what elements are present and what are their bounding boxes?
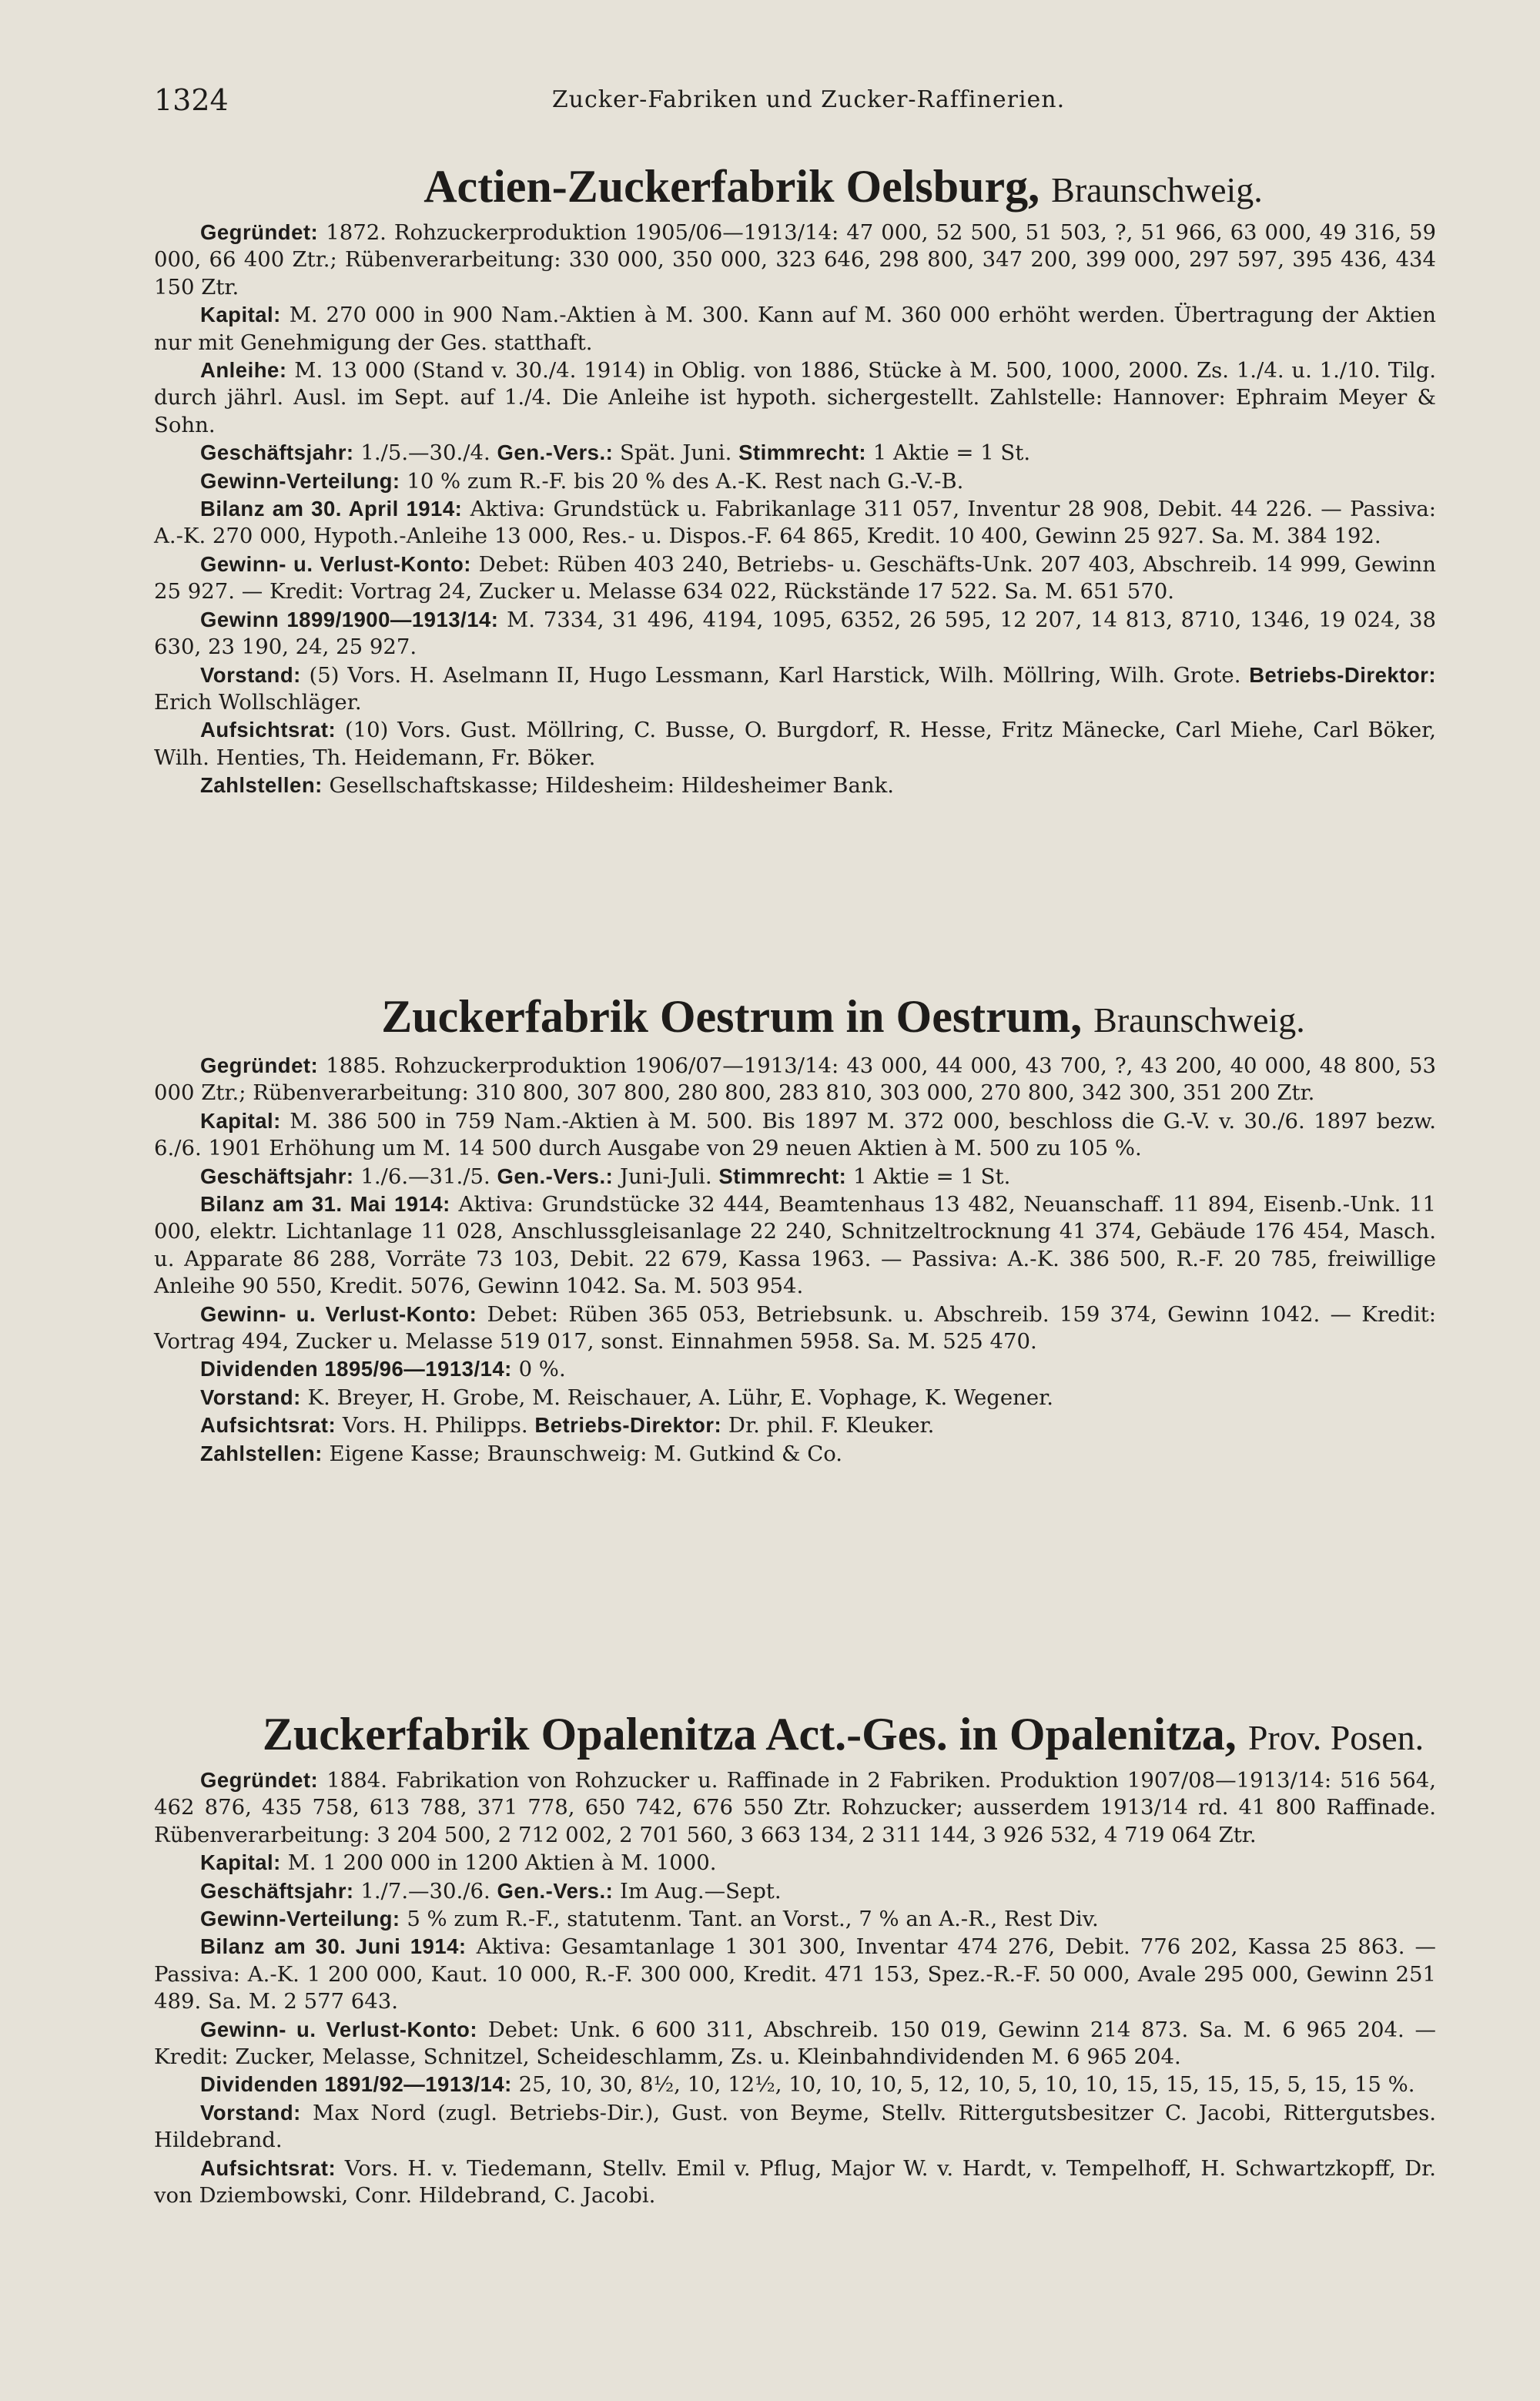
field-label: Dividenden 1891/92—1913/14:	[200, 2072, 512, 2097]
company-name: Zuckerfabrik Oestrum in Oestrum,	[381, 991, 1083, 1042]
field-text: Debet: Unk. 6 600 311, Abschreib. 150 019, Gewinn 214 873. Sa. M. 6 965 204. — Kredit: Zucker, Melasse, Schnitzel, Scheideschlamm, Zs. u. Kleinbahndividenden M. 6 965 204.	[154, 2017, 1436, 2070]
field-text: Aktiva: Grundstück u. Fabrikanlage 311 057, Inventur 28 908, Debit. 44 226. — Passiva: A.-K. 270 000, Hypoth.-Anleihe 13 000, Res.- u. Dispos.-F. 64 865, Kredit. 10 400, Gewinn 25 927. Sa. M. 384 192.	[154, 497, 1436, 549]
field-label: Stimmrecht:	[738, 440, 867, 465]
field-label: Gegründet:	[200, 220, 319, 244]
field-label: Betriebs-Direktor:	[534, 1413, 722, 1438]
page-number: 1324	[154, 83, 229, 117]
field-text: 5 % zum R.-F., statutenm. Tant. an Vorst., 7 % an A.-R., Rest Div.	[400, 1907, 1099, 1932]
field-text: Aktiva: Gesamtanlage 1 301 300, Inventar 474 276, Debit. 776 202, Kassa 25 863. — Passiva: A.-K. 1 200 000, Kaut. 10 000, R.-F. 300 000, Kredit. 471 153, Spez.-R.-F. 50 000, Avale 295 000, Gewinn 251 489. Sa. M. 2 577 643.	[154, 1934, 1436, 2014]
field-label: Gegründet:	[200, 1768, 319, 1792]
paragraph-profit-distribution	[154, 467, 1436, 495]
field-text: Vors. H. v. Tiedemann, Stellv. Emil v. Pflug, Major W. v. Hardt, v. Tempelhoff, H. Schwartzkopff, Dr. von Dziembowski, Conr. Hildebrand, C. Jacobi.	[154, 2155, 1436, 2208]
paragraph-dividends	[154, 1355, 1436, 1383]
field-text: 1872. Rohzuckerproduktion 1905/06—1913/14: 47 000, 52 500, 51 503, ?, 51 966, 63 000, 49 316, 59 000, 66 400 Ztr.; Rübenverarbeitung: 330 000, 350 000, 323 646, 298 800, 347 200, 399 000, 297 597, 395 436, 434 150 Ztr.	[154, 220, 1436, 300]
field-label: Gen.-Vers.:	[497, 1878, 614, 1903]
field-text: Spät. Juni.	[613, 440, 739, 466]
field-label: Zahlstellen:	[200, 1441, 323, 1465]
company-location: Braunschweig.	[1093, 1000, 1305, 1040]
paragraph-fiscal-year	[154, 1163, 1436, 1190]
field-label: Dividenden 1895/96—1913/14:	[200, 1357, 512, 1381]
paragraph-balance	[154, 495, 1436, 551]
field-text: Juni-Juli.	[613, 1164, 719, 1189]
field-label: Gewinn-Verteilung:	[200, 1907, 400, 1931]
field-text: Eigene Kasse; Braunschweig: M. Gutkind & Co.	[322, 1441, 843, 1466]
field-label: Gewinn- u. Verlust-Konto:	[200, 551, 471, 576]
paragraph-capital	[154, 301, 1436, 357]
field-label: Gegründet:	[200, 1053, 319, 1077]
paragraph-board	[154, 1384, 1436, 1411]
paragraph-capital	[154, 1849, 1436, 1877]
paragraph-founded	[154, 219, 1436, 301]
paragraph-profit-loss	[154, 1301, 1436, 1356]
field-label: Aufsichtsrat:	[200, 1413, 336, 1438]
paragraph-supervisory-board	[154, 1411, 1436, 1439]
field-text: Max Nord (zugl. Betriebs-Dir.), Gust. von Beyme, Stellv. Rittergutsbesitzer C. Jacobi, Rittergutsbes. Hildebrand.	[154, 2100, 1436, 2153]
field-label: Kapital:	[200, 303, 281, 327]
running-title: Zucker-Fabriken und Zucker-Raffinerien.	[551, 86, 1066, 113]
company-entry	[154, 1052, 1436, 1468]
field-text: 1884. Fabrikation von Rohzucker u. Raffinade in 2 Fabriken. Produktion 1907/08—1913/14: 516 564, 462 876, 435 758, 613 788, 371 778, 650 742, 676 550 Ztr. Rohzucker; ausserdem 1913/14 rd. 41 800 Raffinade. Rübenverarbeitung: 3 204 500, 2 712 002, 2 701 560, 3 663 134, 2 311 144, 3 926 532, 4 719 064 Ztr.	[154, 1768, 1436, 1847]
paragraph-founded	[154, 1052, 1436, 1107]
field-label: Bilanz am 30. April 1914:	[200, 497, 463, 521]
field-label: Gen.-Vers.:	[497, 1164, 614, 1188]
field-text: K. Breyer, H. Grobe, M. Reischauer, A. Lühr, E. Vophage, K. Wegener.	[300, 1385, 1053, 1410]
field-label: Vorstand:	[200, 2100, 301, 2125]
field-text: M. 13 000 (Stand v. 30./4. 1914) in Oblig. von 1886, Stücke à M. 500, 1000, 2000. Zs. 1./4. u. 1./10. Tilg. durch jährl. Ausl. im Sept. auf 1./4. Die Anleihe ist hypoth. sichergestellt. Zahlstelle: Hannover: Ephraim Meyer & Sohn.	[154, 358, 1436, 437]
company-location: Braunschweig.	[1051, 170, 1263, 209]
field-text: 25, 10, 30, 8½, 10, 12½, 10, 10, 10, 5, 12, 10, 5, 10, 10, 15, 15, 15, 15, 5, 15, 15 %.	[511, 2072, 1415, 2098]
paragraph-balance	[154, 1190, 1436, 1301]
field-label: Aufsichtsrat:	[200, 718, 336, 742]
field-text: 1 Aktie = 1 St.	[846, 1164, 1011, 1189]
field-label: Bilanz am 31. Mai 1914:	[200, 1192, 450, 1217]
field-text: (5) Vors. H. Aselmann II, Hugo Lessmann, Karl Harstick, Wilh. Möllring, Wilh. Grote.	[300, 662, 1250, 688]
field-text: (10) Vors. Gust. Möllring, C. Busse, O. Burgdorf, R. Hesse, Fritz Mänecke, Carl Miehe, Carl Böker, Wilh. Henties, Th. Heidemann, Fr. Böker.	[154, 718, 1436, 770]
paragraph-loan	[154, 357, 1436, 439]
company-title	[154, 1709, 1532, 1760]
field-label: Gewinn 1899/1900—1913/14:	[200, 607, 499, 631]
field-text: Aktiva: Grundstücke 32 444, Beamtenhaus 13 482, Neuanschaff. 11 894, Eisenb.-Unk. 11 000, elektr. Lichtanlage 11 028, Anschlussgleisanlage 22 240, Schnitzeltrocknung 41 374, Gebäude 176 454, Masch. u. Apparate 86 288, Vorräte 73 103, Debit. 22 679, Kassa 1963. — Passiva: A.-K. 386 500, R.-F. 20 785, freiwillige Anleihe 90 550, Kredit. 5076, Gewinn 1042. Sa. M. 503 954.	[154, 1192, 1437, 1299]
company-name: Zuckerfabrik Opalenitza Act.-Ges. in Opalenitza,	[262, 1709, 1237, 1760]
paragraph-founded	[154, 1766, 1436, 1849]
field-text: 1./7.—30./6.	[353, 1878, 497, 1904]
field-label: Zahlstellen:	[200, 773, 323, 798]
page-header	[154, 83, 1463, 129]
field-label: Geschäftsjahr:	[200, 440, 354, 465]
field-text: Dr. phil. F. Kleuker.	[721, 1413, 935, 1438]
paragraph-profit-loss	[154, 2016, 1436, 2071]
company-entry	[154, 1766, 1436, 2210]
paragraph-supervisory-board	[154, 2155, 1436, 2210]
field-label: Gewinn-Verteilung:	[200, 468, 400, 493]
field-text: Im Aug.—Sept.	[613, 1878, 782, 1904]
field-label: Geschäftsjahr:	[200, 1164, 354, 1188]
field-label: Geschäftsjahr:	[200, 1878, 354, 1903]
field-label: Gewinn- u. Verlust-Konto:	[200, 1301, 477, 1326]
paragraph-board	[154, 661, 1436, 717]
field-label: Kapital:	[200, 1108, 281, 1133]
company-title	[154, 161, 1532, 212]
paragraph-supervisory-board	[154, 716, 1436, 772]
field-text: M. 270 000 in 900 Nam.-Aktien à M. 300. Kann auf M. 360 000 erhöht werden. Übertragung der Aktien nur mit Genehmigung der Ges. statthaft.	[154, 303, 1436, 355]
field-text: 1./5.—30./4.	[353, 440, 497, 466]
company-location: Prov. Posen.	[1247, 1718, 1424, 1757]
paragraph-profit-loss	[154, 551, 1436, 606]
paragraph-fiscal-year	[154, 1877, 1436, 1905]
field-text: 1885. Rohzuckerproduktion 1906/07—1913/14: 43 000, 44 000, 43 700, ?, 43 200, 40 000, 48 800, 53 000 Ztr.; Rübenverarbeitung: 310 800, 307 800, 280 800, 283 810, 303 000, 270 800, 342 300, 351 200 Ztr.	[154, 1053, 1436, 1106]
field-text: 1./6.—31./5.	[353, 1164, 497, 1189]
field-label: Kapital:	[200, 1850, 281, 1875]
company-entry	[154, 219, 1436, 800]
field-label: Aufsichtsrat:	[200, 2155, 336, 2180]
field-label: Betriebs-Direktor:	[1249, 662, 1436, 687]
field-text: M. 7334, 31 496, 4194, 1095, 6352, 26 595, 12 207, 14 813, 8710, 1346, 19 024, 38 630, 23 190, 24, 25 927.	[154, 607, 1436, 660]
paragraph-board	[154, 2099, 1436, 2155]
field-text: Gesellschaftskasse; Hildesheim: Hildesheimer Bank.	[322, 773, 895, 799]
paragraph-balance	[154, 1933, 1436, 2015]
paragraph-profits	[154, 606, 1436, 661]
paragraph-profit-distribution	[154, 1905, 1436, 1933]
paragraph-capital	[154, 1107, 1436, 1163]
paragraph-fiscal-year	[154, 439, 1436, 467]
field-text: Vors. H. Philipps.	[336, 1413, 535, 1438]
field-text: Debet: Rüben 403 240, Betriebs- u. Geschäfts-Unk. 207 403, Abschreib. 14 999, Gewinn 25 927. — Kredit: Vortrag 24, Zucker u. Melasse 634 022, Rückstände 17 522. Sa. M. 651 570.	[154, 551, 1436, 604]
field-label: Vorstand:	[200, 1385, 301, 1409]
paragraph-paying-agents	[154, 1440, 1436, 1468]
field-text: Erich Wollschläger.	[154, 689, 362, 715]
paragraph-dividends	[154, 2071, 1436, 2098]
field-label: Anleihe:	[200, 358, 287, 383]
field-label: Stimmrecht:	[718, 1164, 847, 1188]
field-label: Gen.-Vers.:	[497, 440, 614, 465]
field-text: 10 % zum R.-F. bis 20 % des A.-K. Rest nach G.-V.-B.	[400, 468, 964, 494]
field-text: M. 386 500 in 759 Nam.-Aktien à M. 500. Bis 1897 M. 372 000, beschloss die G.-V. v. 30./6. 1897 bezw. 6./6. 1901 Erhöhung um M. 14 500 durch Ausgabe von 29 neuen Aktien à M. 500 zu 105 %.	[154, 1108, 1436, 1161]
company-title	[154, 993, 1532, 1040]
field-text: Debet: Rüben 365 053, Betriebsunk. u. Abschreib. 159 374, Gewinn 1042. — Kredit: Vortrag 494, Zucker u. Melasse 519 017, sonst. Einnahmen 5958. Sa. M. 525 470.	[154, 1301, 1436, 1355]
field-label: Gewinn- u. Verlust-Konto:	[200, 2017, 478, 2041]
paragraph-paying-agents	[154, 772, 1436, 799]
field-text: 1 Aktie = 1 St.	[866, 440, 1031, 466]
field-label: Vorstand:	[200, 662, 301, 687]
field-label: Bilanz am 30. Juni 1914:	[200, 1934, 467, 1959]
field-text: M. 1 200 000 in 1200 Aktien à M. 1000.	[280, 1850, 717, 1876]
field-text: 0 %.	[511, 1357, 566, 1382]
company-name: Actien-Zuckerfabrik Oelsburg,	[424, 161, 1040, 212]
